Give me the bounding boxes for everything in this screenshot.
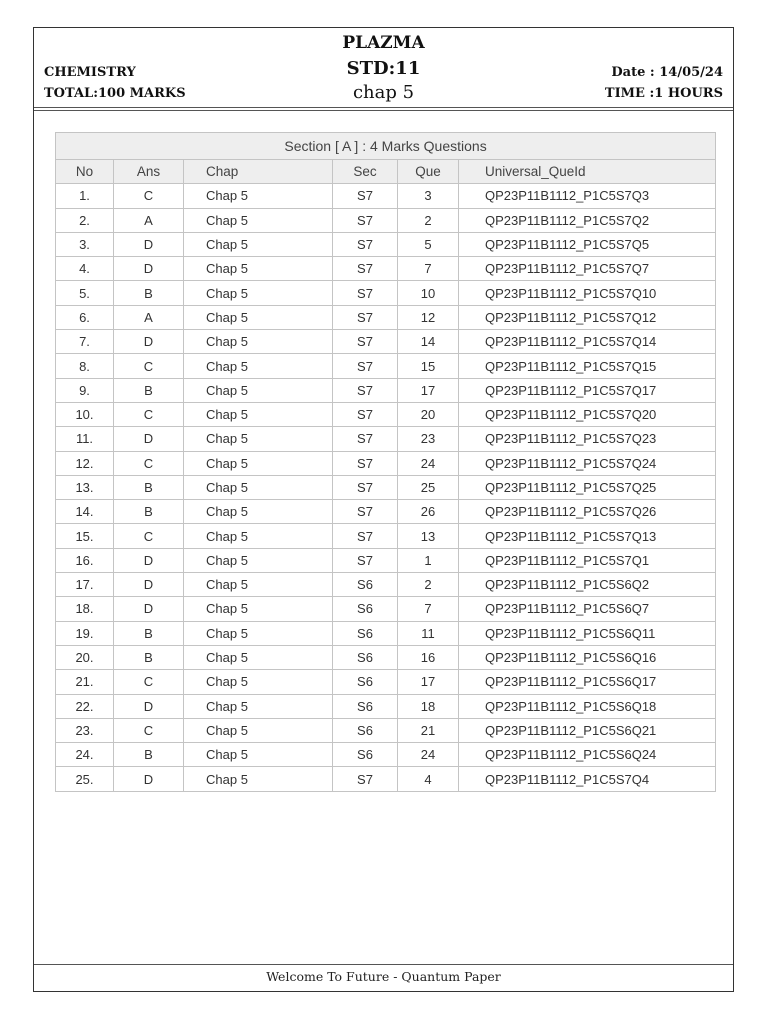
section-cell: S7 xyxy=(333,184,398,208)
table-row xyxy=(56,451,716,475)
chapter-cell: Chap 5 xyxy=(184,743,333,767)
universal-queid-cell: QP23P11B1112_P1C5S7Q2 xyxy=(459,208,716,232)
table-row xyxy=(56,232,716,256)
universal-queid-cell: QP23P11B1112_P1C5S6Q24 xyxy=(459,743,716,767)
subject-label: CHEMISTRY xyxy=(44,65,136,80)
chapter-cell: Chap 5 xyxy=(184,208,333,232)
answer-cell: C xyxy=(114,718,184,742)
row-number: 18. xyxy=(56,597,114,621)
chapter-cell: Chap 5 xyxy=(184,184,333,208)
answer-cell: C xyxy=(114,354,184,378)
section-cell: S7 xyxy=(333,767,398,791)
column-header-ans: Ans xyxy=(114,160,184,184)
section-cell: S7 xyxy=(333,427,398,451)
table-row xyxy=(56,694,716,718)
institute-name: PLAZMA xyxy=(342,33,425,53)
section-cell: S6 xyxy=(333,621,398,645)
chapter-cell: Chap 5 xyxy=(184,305,333,329)
table-row xyxy=(56,548,716,572)
universal-queid-cell: QP23P11B1112_P1C5S7Q14 xyxy=(459,330,716,354)
universal-queid-cell: QP23P11B1112_P1C5S6Q7 xyxy=(459,597,716,621)
standard-label: STD:11 xyxy=(346,58,421,79)
answer-cell: C xyxy=(114,524,184,548)
question-cell: 13 xyxy=(398,524,459,548)
date-label: Date : 14/05/24 xyxy=(611,65,723,80)
question-cell: 17 xyxy=(398,378,459,402)
chapter-cell: Chap 5 xyxy=(184,330,333,354)
universal-queid-cell: QP23P11B1112_P1C5S6Q11 xyxy=(459,621,716,645)
answer-cell: D xyxy=(114,232,184,256)
answer-key-page xyxy=(33,27,734,992)
chapter-cell: Chap 5 xyxy=(184,670,333,694)
footer-text: Welcome To Future - Quantum Paper xyxy=(266,969,501,984)
universal-queid-cell: QP23P11B1112_P1C5S6Q21 xyxy=(459,718,716,742)
answer-cell: A xyxy=(114,305,184,329)
table-row xyxy=(56,184,716,208)
section-cell: S7 xyxy=(333,257,398,281)
chapter-cell: Chap 5 xyxy=(184,548,333,572)
section-cell: S6 xyxy=(333,573,398,597)
table-row xyxy=(56,767,716,791)
answer-cell: B xyxy=(114,500,184,524)
answer-cell: D xyxy=(114,427,184,451)
section-cell: S7 xyxy=(333,354,398,378)
row-number: 8. xyxy=(56,354,114,378)
answer-cell: D xyxy=(114,694,184,718)
section-title: Section [ A ] : 4 Marks Questions xyxy=(56,133,716,160)
chapter-cell: Chap 5 xyxy=(184,597,333,621)
chapter-cell: Chap 5 xyxy=(184,402,333,426)
table-row xyxy=(56,573,716,597)
row-number: 15. xyxy=(56,524,114,548)
row-number: 3. xyxy=(56,232,114,256)
question-cell: 20 xyxy=(398,402,459,426)
row-number: 14. xyxy=(56,500,114,524)
column-header-sec: Sec xyxy=(333,160,398,184)
question-cell: 24 xyxy=(398,743,459,767)
section-cell: S6 xyxy=(333,597,398,621)
column-header-universal-queid: Universal_QueId xyxy=(459,160,716,184)
row-number: 6. xyxy=(56,305,114,329)
section-cell: S7 xyxy=(333,402,398,426)
universal-queid-cell: QP23P11B1112_P1C5S6Q18 xyxy=(459,694,716,718)
row-number: 2. xyxy=(56,208,114,232)
section-cell: S7 xyxy=(333,451,398,475)
table-row xyxy=(56,524,716,548)
universal-queid-cell: QP23P11B1112_P1C5S7Q26 xyxy=(459,500,716,524)
row-number: 10. xyxy=(56,402,114,426)
column-header-que: Que xyxy=(398,160,459,184)
chapter-cell: Chap 5 xyxy=(184,524,333,548)
answer-cell: D xyxy=(114,257,184,281)
table-row xyxy=(56,597,716,621)
chapter-cell: Chap 5 xyxy=(184,767,333,791)
question-cell: 16 xyxy=(398,645,459,669)
section-cell: S7 xyxy=(333,281,398,305)
question-cell: 7 xyxy=(398,257,459,281)
section-cell: S7 xyxy=(333,548,398,572)
chapter-label: chap 5 xyxy=(352,82,415,103)
question-cell: 7 xyxy=(398,597,459,621)
question-cell: 14 xyxy=(398,330,459,354)
row-number: 1. xyxy=(56,184,114,208)
table-row xyxy=(56,378,716,402)
table-row xyxy=(56,330,716,354)
row-number: 25. xyxy=(56,767,114,791)
row-number: 4. xyxy=(56,257,114,281)
answer-cell: D xyxy=(114,573,184,597)
answer-cell: B xyxy=(114,621,184,645)
row-number: 11. xyxy=(56,427,114,451)
table-row xyxy=(56,354,716,378)
header-divider xyxy=(34,107,733,108)
row-number: 7. xyxy=(56,330,114,354)
total-marks-label: TOTAL:100 MARKS xyxy=(44,86,186,101)
chapter-cell: Chap 5 xyxy=(184,500,333,524)
section-cell: S7 xyxy=(333,475,398,499)
chapter-cell: Chap 5 xyxy=(184,281,333,305)
section-cell: S7 xyxy=(333,378,398,402)
question-cell: 26 xyxy=(398,500,459,524)
table-row xyxy=(56,670,716,694)
universal-queid-cell: QP23P11B1112_P1C5S7Q3 xyxy=(459,184,716,208)
question-cell: 15 xyxy=(398,354,459,378)
table-row xyxy=(56,621,716,645)
answer-cell: B xyxy=(114,645,184,669)
universal-queid-cell: QP23P11B1112_P1C5S6Q16 xyxy=(459,645,716,669)
universal-queid-cell: QP23P11B1112_P1C5S7Q10 xyxy=(459,281,716,305)
row-number: 17. xyxy=(56,573,114,597)
universal-queid-cell: QP23P11B1112_P1C5S7Q24 xyxy=(459,451,716,475)
question-cell: 24 xyxy=(398,451,459,475)
table-row xyxy=(56,305,716,329)
universal-queid-cell: QP23P11B1112_P1C5S7Q17 xyxy=(459,378,716,402)
answer-key-table xyxy=(55,132,716,792)
row-number: 24. xyxy=(56,743,114,767)
row-number: 5. xyxy=(56,281,114,305)
answer-cell: C xyxy=(114,670,184,694)
chapter-cell: Chap 5 xyxy=(184,257,333,281)
question-cell: 1 xyxy=(398,548,459,572)
section-cell: S6 xyxy=(333,694,398,718)
answer-cell: C xyxy=(114,451,184,475)
answer-cell: D xyxy=(114,767,184,791)
table-row xyxy=(56,402,716,426)
question-cell: 18 xyxy=(398,694,459,718)
table-row xyxy=(56,475,716,499)
question-cell: 17 xyxy=(398,670,459,694)
section-cell: S7 xyxy=(333,208,398,232)
question-cell: 2 xyxy=(398,573,459,597)
section-cell: S6 xyxy=(333,670,398,694)
section-cell: S7 xyxy=(333,305,398,329)
chapter-cell: Chap 5 xyxy=(184,645,333,669)
universal-queid-cell: QP23P11B1112_P1C5S7Q12 xyxy=(459,305,716,329)
answer-cell: C xyxy=(114,402,184,426)
universal-queid-cell: QP23P11B1112_P1C5S7Q13 xyxy=(459,524,716,548)
column-header-no: No xyxy=(56,160,114,184)
chapter-cell: Chap 5 xyxy=(184,427,333,451)
universal-queid-cell: QP23P11B1112_P1C5S7Q5 xyxy=(459,232,716,256)
question-cell: 5 xyxy=(398,232,459,256)
section-cell: S7 xyxy=(333,330,398,354)
row-number: 21. xyxy=(56,670,114,694)
table-row xyxy=(56,281,716,305)
row-number: 20. xyxy=(56,645,114,669)
question-cell: 3 xyxy=(398,184,459,208)
table-row xyxy=(56,743,716,767)
table-row xyxy=(56,208,716,232)
universal-queid-cell: QP23P11B1112_P1C5S7Q15 xyxy=(459,354,716,378)
column-header-row xyxy=(56,160,716,184)
chapter-cell: Chap 5 xyxy=(184,718,333,742)
universal-queid-cell: QP23P11B1112_P1C5S7Q4 xyxy=(459,767,716,791)
answer-cell: B xyxy=(114,281,184,305)
row-number: 9. xyxy=(56,378,114,402)
table-row xyxy=(56,718,716,742)
chapter-cell: Chap 5 xyxy=(184,475,333,499)
column-header-chap: Chap xyxy=(184,160,333,184)
universal-queid-cell: QP23P11B1112_P1C5S7Q25 xyxy=(459,475,716,499)
universal-queid-cell: QP23P11B1112_P1C5S7Q1 xyxy=(459,548,716,572)
chapter-cell: Chap 5 xyxy=(184,573,333,597)
chapter-cell: Chap 5 xyxy=(184,378,333,402)
table-row xyxy=(56,500,716,524)
row-number: 19. xyxy=(56,621,114,645)
row-number: 23. xyxy=(56,718,114,742)
section-cell: S7 xyxy=(333,500,398,524)
header-divider-double xyxy=(34,110,733,111)
section-cell: S7 xyxy=(333,232,398,256)
table-row xyxy=(56,645,716,669)
universal-queid-cell: QP23P11B1112_P1C5S6Q2 xyxy=(459,573,716,597)
row-number: 22. xyxy=(56,694,114,718)
answer-cell: D xyxy=(114,548,184,572)
section-cell: S7 xyxy=(333,524,398,548)
universal-queid-cell: QP23P11B1112_P1C5S7Q20 xyxy=(459,402,716,426)
time-label: TIME :1 HOURS xyxy=(604,86,723,101)
question-cell: 2 xyxy=(398,208,459,232)
row-number: 13. xyxy=(56,475,114,499)
row-number: 16. xyxy=(56,548,114,572)
table-row xyxy=(56,257,716,281)
footer-divider xyxy=(34,964,733,965)
question-cell: 4 xyxy=(398,767,459,791)
answer-cell: B xyxy=(114,743,184,767)
universal-queid-cell: QP23P11B1112_P1C5S7Q7 xyxy=(459,257,716,281)
question-cell: 12 xyxy=(398,305,459,329)
section-cell: S6 xyxy=(333,645,398,669)
chapter-cell: Chap 5 xyxy=(184,621,333,645)
row-number: 12. xyxy=(56,451,114,475)
answer-cell: D xyxy=(114,597,184,621)
answer-cell: B xyxy=(114,475,184,499)
answer-cell: C xyxy=(114,184,184,208)
question-cell: 10 xyxy=(398,281,459,305)
section-cell: S6 xyxy=(333,718,398,742)
answer-cell: B xyxy=(114,378,184,402)
question-cell: 25 xyxy=(398,475,459,499)
chapter-cell: Chap 5 xyxy=(184,451,333,475)
table-row xyxy=(56,427,716,451)
answer-cell: A xyxy=(114,208,184,232)
question-cell: 11 xyxy=(398,621,459,645)
chapter-cell: Chap 5 xyxy=(184,354,333,378)
chapter-cell: Chap 5 xyxy=(184,694,333,718)
section-cell: S6 xyxy=(333,743,398,767)
answer-cell: D xyxy=(114,330,184,354)
table-body xyxy=(56,184,716,791)
question-cell: 23 xyxy=(398,427,459,451)
question-cell: 21 xyxy=(398,718,459,742)
universal-queid-cell: QP23P11B1112_P1C5S6Q17 xyxy=(459,670,716,694)
chapter-cell: Chap 5 xyxy=(184,232,333,256)
universal-queid-cell: QP23P11B1112_P1C5S7Q23 xyxy=(459,427,716,451)
